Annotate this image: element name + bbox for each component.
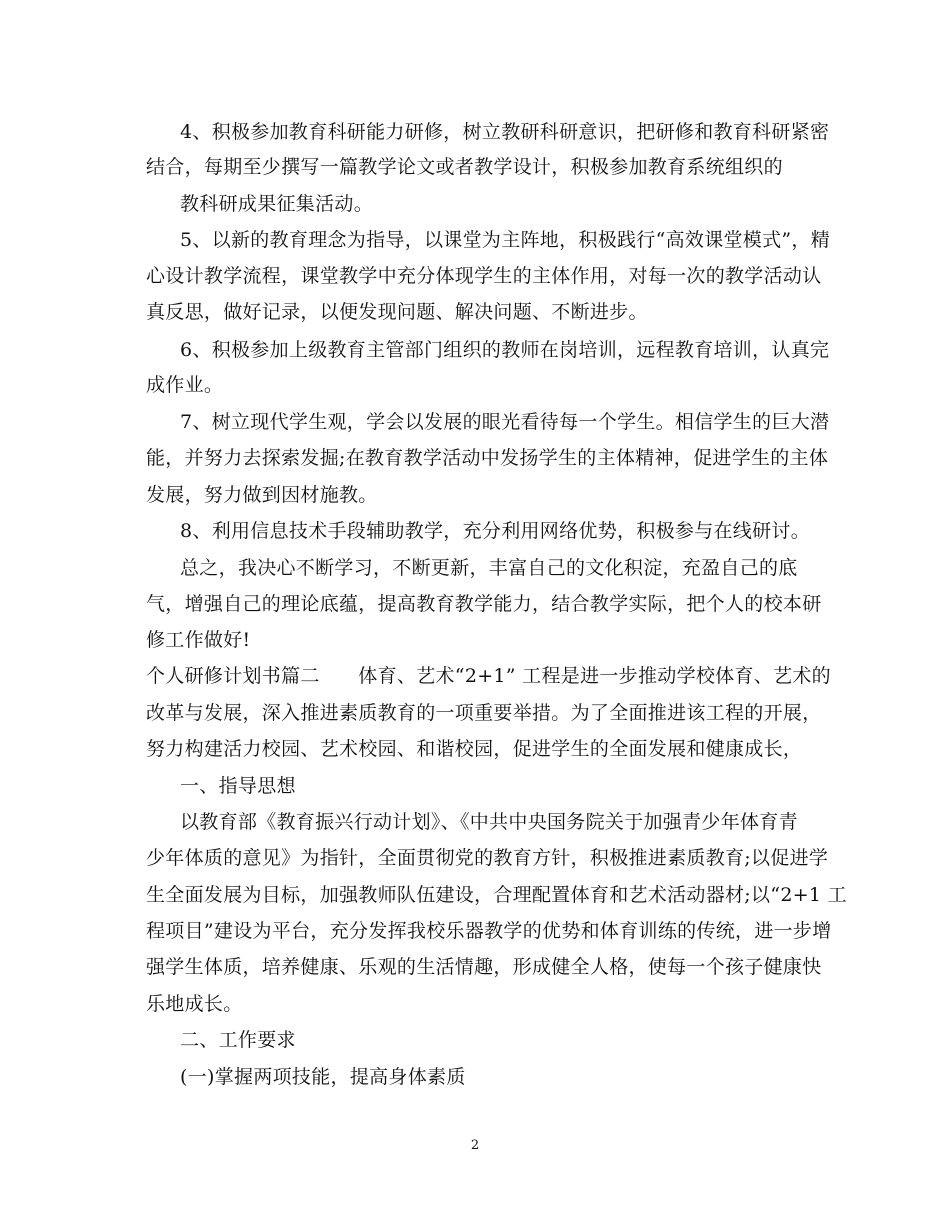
text-line: 程项目”建设为平台，充分发挥我校乐器教学的优势和体育训练的传统，进一步增 bbox=[146, 920, 832, 942]
text-line: 6、积极参加上级教育主管部门组织的教师在岗培训，远程教育培训，认真完 bbox=[180, 339, 830, 361]
text-line: 乐地成长。 bbox=[146, 993, 243, 1015]
text-line: 气，增强自己的理论底蕴，提高教育教学能力，结合教学实际，把个人的校本研 bbox=[146, 593, 822, 615]
page-number: 2 bbox=[470, 1138, 480, 1153]
text-line: 教科研成果征集活动。 bbox=[180, 193, 374, 215]
text-line: 7、树立现代学生观，学会以发展的眼光看待每一个学生。相信学生的巨大潜 bbox=[180, 411, 830, 433]
text-line: 以教育部《教育振兴行动计划》、《中共中央国务院关于加强青少年体育青 bbox=[180, 811, 798, 833]
heading-line: 二、工作要求 bbox=[180, 1029, 296, 1051]
text-line: 8、利用信息技术手段辅助教学，充分利用网络优势，积极参与在线研讨。 bbox=[180, 520, 810, 542]
text-line: 少年体质的意见》为指针，全面贯彻党的教育方针，积极推进素质教育;以促进学 bbox=[146, 847, 829, 869]
text-line: 努力构建活力校园、艺术校园、和谐校园，促进学生的全面发展和健康成长， bbox=[146, 738, 803, 760]
section-title-line: 个人研修计划书篇二 体育、艺术“2+1” 工程是进一步推动学校体育、艺术的 bbox=[146, 665, 831, 687]
text-line: 强学生体质，培养健康、乐观的生活情趣，形成健全人格，使每一个孩子健康快 bbox=[146, 956, 822, 978]
text-line: 结合，每期至少撰写一篇教学论文或者教学设计，积极参加教育系统组织的 bbox=[146, 156, 783, 178]
text-line: 改革与发展，深入推进素质教育的一项重要举措。为了全面推进该工程的开展， bbox=[146, 702, 822, 724]
text-line: 能，并努力去探索发掘;在教育教学活动中发扬学生的主体精神，促进学生的主体 bbox=[146, 447, 829, 469]
text-line: 修工作做好! bbox=[146, 629, 251, 651]
subheading-line: (一)掌握两项技能，提高身体素质 bbox=[180, 1066, 466, 1088]
text-line: 发展，努力做到因材施教。 bbox=[146, 484, 378, 506]
text-line: 成作业。 bbox=[146, 374, 224, 396]
text-line: 真反思，做好记录，以便发现问题、解决问题、不断进步。 bbox=[146, 301, 648, 323]
text-line: 心设计教学流程，课堂教学中充分体现学生的主体作用，对每一次的教学活动认 bbox=[146, 265, 822, 287]
text-line: 4、积极参加教育科研能力研修，树立教研科研意识，把研修和教育科研紧密 bbox=[180, 121, 830, 143]
text-line: 总之，我决心不断学习，不断更新，丰富自己的文化积淀，充盈自己的底 bbox=[180, 557, 798, 579]
text-line: 5、以新的教育理念为指导，以课堂为主阵地，积极践行“高效课堂模式”，精 bbox=[180, 229, 831, 251]
text-line: 生全面发展为目标，加强教师队伍建设，合理配置体育和艺术活动器材;以“2+1 工 bbox=[146, 884, 847, 906]
heading-line: 一、指导思想 bbox=[180, 775, 296, 797]
